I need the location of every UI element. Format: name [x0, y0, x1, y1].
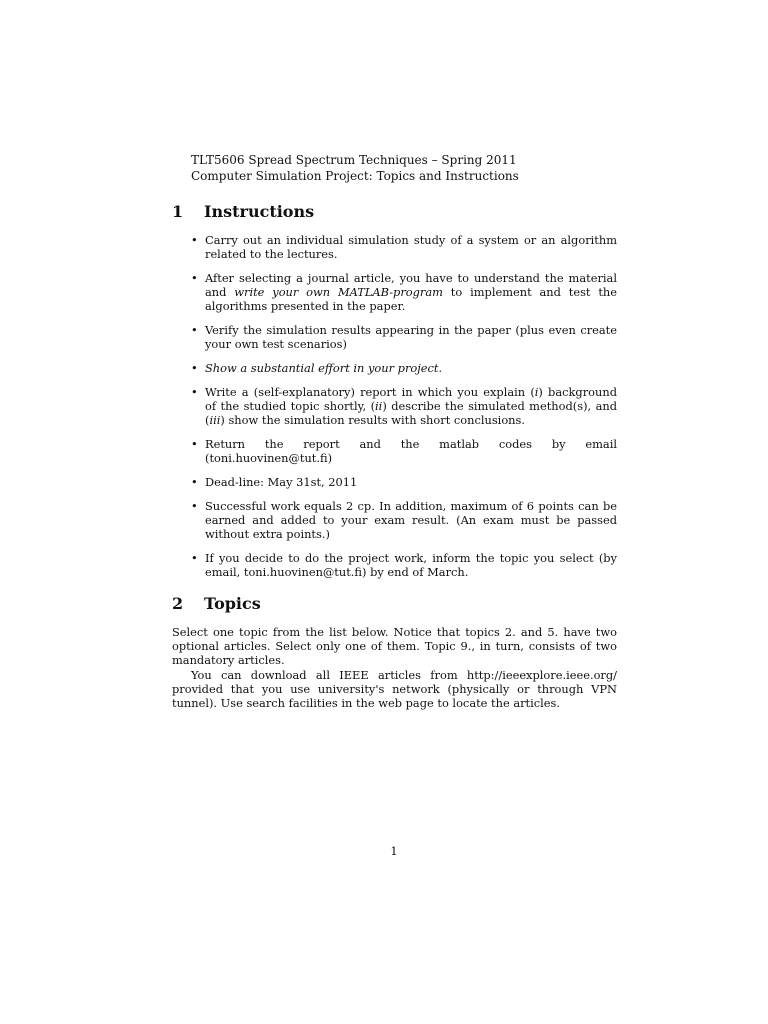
list-item-text: If you decide to do the project work, inform the topic you select (by email, toni.huovinen@tut.fi) by end of March. — [205, 551, 617, 580]
section-number: 1 — [172, 202, 184, 221]
list-item — [191, 385, 617, 428]
list-item — [191, 475, 617, 489]
section-number: 2 — [172, 594, 184, 613]
course-title: TLT5606 Spread Spectrum Techniques – Spring 2011 — [191, 153, 517, 167]
list-item-text: Successful work equals 2 cp. In addition, maximum of 6 points can be earned and added to your exam result. (An exam must be passed without extra points.) — [205, 499, 617, 542]
list-item — [191, 499, 617, 542]
list-item — [191, 437, 617, 465]
list-item-text: Return the report and the matlab codes by email (toni.huovinen@tut.fi) — [205, 437, 617, 466]
section-heading-topics — [172, 594, 261, 614]
topics-paragraph-1: Select one topic from the list below. Notice that topics 2. and 5. have two optional articles. Select only one of them. Topic 9., in turn, consists of two mandatory articles. — [172, 625, 617, 668]
bullet-icon: • — [191, 233, 198, 247]
bullet-icon: • — [191, 385, 198, 399]
bullet-icon: • — [191, 475, 198, 490]
list-item-text: ) describe the simulated method(s), and ( — [205, 399, 617, 428]
list-item — [191, 233, 617, 261]
bullet-icon: • — [191, 271, 198, 285]
topics-paragraph-2: You can download all IEEE articles from http://ieeexplore.ieee.org/ provided that you use university's network (physically or through VPN tunnel). Use search facilities in the web page to locate the articles. — [172, 668, 617, 711]
list-item-text: Show a substantial effort in your project. — [205, 361, 443, 376]
instruction-list — [191, 233, 617, 589]
bullet-icon: • — [191, 437, 198, 452]
project-title: Computer Simulation Project: Topics and Instructions — [191, 169, 519, 183]
page-number: 1 — [390, 844, 398, 858]
list-item — [191, 323, 617, 351]
section-heading-instructions — [172, 202, 314, 222]
list-item-text: Write a (self-explanatory) report in which you explain ( — [205, 385, 535, 399]
list-item-text: to implement and test the algorithms presented in the paper. — [205, 285, 617, 314]
list-item — [191, 271, 617, 314]
list-item-text: Dead-line: May 31st, 2011 — [205, 475, 358, 490]
list-item-text: ) show the simulation results with short conclusions. — [220, 413, 525, 428]
bullet-icon: • — [191, 361, 198, 376]
bullet-icon: • — [191, 323, 198, 338]
section-title: Topics — [204, 594, 261, 613]
list-item — [191, 361, 617, 375]
list-item-text: Verify the simulation results appearing in the paper (plus even create your own test scenarios) — [205, 323, 617, 352]
list-item-text: write your own MATLAB-program — [234, 285, 443, 300]
section-title: Instructions — [204, 202, 315, 221]
list-item — [191, 551, 617, 579]
bullet-icon: • — [191, 551, 198, 566]
list-item-text: ii — [375, 399, 383, 414]
list-item-text: iii — [209, 413, 221, 428]
list-item-text: i — [534, 385, 539, 399]
list-item-text: After selecting a journal article, you have to understand the material and — [205, 271, 617, 300]
list-item-text: ) background of the studied topic shortly, ( — [205, 385, 617, 414]
bullet-icon: • — [191, 499, 198, 513]
list-item-text: Carry out an individual simulation study of a system or an algorithm related to the lectures. — [205, 233, 617, 262]
document-header — [191, 152, 519, 184]
